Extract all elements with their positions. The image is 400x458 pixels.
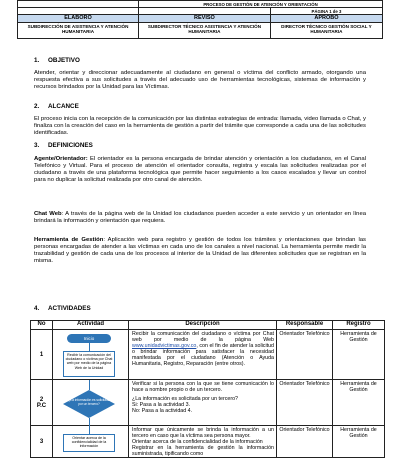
row-registro: Herramienta de Gestión [333,426,385,458]
definition-agente: Agente/Orientador: El orientador es la persona encargada de brindar atención y orientación a los ciudadanos, en el Canal Telefónico y Virtual. Para el proceso de atención el orientador consulta, registra y escala las solicitudes realizadas por el ciudadano a través de una plataforma tecnológica que permite hacer seguimiento a los casos escalados y llevar un control para no duplicar la solicitud realizada por otro canal de atención. [34,156,366,184]
row-responsable: Orientador Telefónico [277,426,333,458]
row-registro: Herramienta de Gestión [333,380,385,426]
unidad-website-link[interactable]: www.unidadvictimas.gov.co [132,343,197,350]
row-description: Informar que únicamente se brinda la información a un tercero en caso que la víctima sea persona mayor. Orientar acerca de la confidencialidad de la información Registrar en la herramienta de gestión la información suministrada, tipificando como [129,426,277,458]
flow-connector [89,380,90,390]
flowchart-cell [53,426,129,458]
row-registro: Herramienta de Gestión [333,330,385,380]
name-elaboro: SUBDIRECCIÓN DE ASISTENCIA Y ATENCIÓN HUMANITARIA [18,23,139,39]
column-header-descripcion: Descripción [129,321,277,330]
table-row [31,330,385,380]
flow-decision-label: ¿La información es solicitada por un tercero? [68,398,110,406]
row-number: 1 [31,330,53,380]
row-responsable: Orientador Telefónico [277,380,333,426]
section-heading-alcance: 2. ALCANCE [34,103,79,110]
process-name: PROCESO DE GESTIÓN DE ATENCIÓN Y ORIENTACIÓN [139,1,383,8]
flow-connector [89,343,90,351]
definition-herramienta: Herramienta de Gestión: Aplicación web para registro y gestión de todos los trámites y orientaciones que brindan las personas encargadas de atender a las víctimas en cada uno de los canales a nivel nacional. La herramienta permite medir la trazabilidad y gestión de cada una de los procesos al interior de la Unidad de las diferentes solicitudes que se registran en la misma. [34,237,366,265]
flow-start-terminal: Inicio [67,334,111,343]
objetivo-text: Atender, orientar y direccionar adecuadamente al ciudadano en general o víctima del conflicto armado, otorgando una respuesta efectiva a sus solicitudes a través del adecuado uso de herramientas tecnológicas, sistemas de información y recursos brindados por la Unidad para las Víctimas. [34,70,366,91]
section-heading-objetivo: 1. OBJETIVO [34,57,80,64]
row-number: 2 P.C [31,380,53,426]
role-reviso: REVISÓ [139,15,271,23]
role-elaboro: ELABORÓ [18,15,139,23]
role-aprobo: APROBÓ [270,15,382,23]
section-heading-definiciones: 3. DEFINICIONES [34,142,93,149]
name-reviso: SUBDIRECTOR TÉCNICO ASISTENCIA Y ATENCIÓN HUMANITARIA [139,23,271,39]
table-row [31,426,385,458]
document-header [17,0,383,39]
page-number: PÁGINA 1 de 3 [270,8,382,15]
table-row [31,380,385,426]
flowchart-cell [53,380,129,426]
activities-table [30,320,385,458]
row-responsable: Orientador Telefónico [277,330,333,380]
definition-chat-web: Chat Web: A través de la página web de la Unidad los ciudadanos pueden acceder a este servicio y un orientador en línea brindará la información y orientación que requiera. [34,211,366,225]
row-description: Recibir la comunicación del ciudadano o víctima por Chat web por medio de la página Web www.unidadvictimas.gov.co, con el fin de atender la solicitud o brindar información para satisfacer la necesidad manifestada por el ciudadano (Atención o Ayuda Humanitaria, Registro, Reparación (entre otros). [129,330,277,380]
column-header-responsable: Responsable [277,321,333,330]
column-header-no: No [31,321,53,330]
alcance-text: El proceso inicia con la recepción de la comunicación por las distintas estrategias de entrada: llamada, video llamada o Chat, y finaliza con la creación del caso en la herramienta de gestión a partir del trámite que corresponde a cada una de las solicitudes identificadas. [34,116,366,137]
row-number: 3 [31,426,53,458]
column-header-actividad: Actividad [53,321,129,330]
name-aprobo: DIRECTOR TÉCNICO GESTIÓN SOCIAL Y HUMANITARIA [270,23,382,39]
table-header-row [31,321,385,330]
row-description: Verificar si la persona con la que se tiene comunicación lo hace a nombre propio o de un tercero. ¿La información es solicitada por un tercero? Si: Pasa a la actividad 3. No: Pasa a la actividad 4. [129,380,277,426]
flow-step-3-box: Orientar acerca de la confidencialidad de la información [63,434,115,452]
flowchart-cell [53,330,129,380]
flow-step-1-box: Recibir la comunicación del ciudadano o víctima por Chat web por medio de la página Web de la Unidad [63,351,115,377]
flow-connector [89,426,90,434]
section-heading-actividades: 4. ACTIVIDADES [34,305,91,312]
column-header-registro: Registro [333,321,385,330]
